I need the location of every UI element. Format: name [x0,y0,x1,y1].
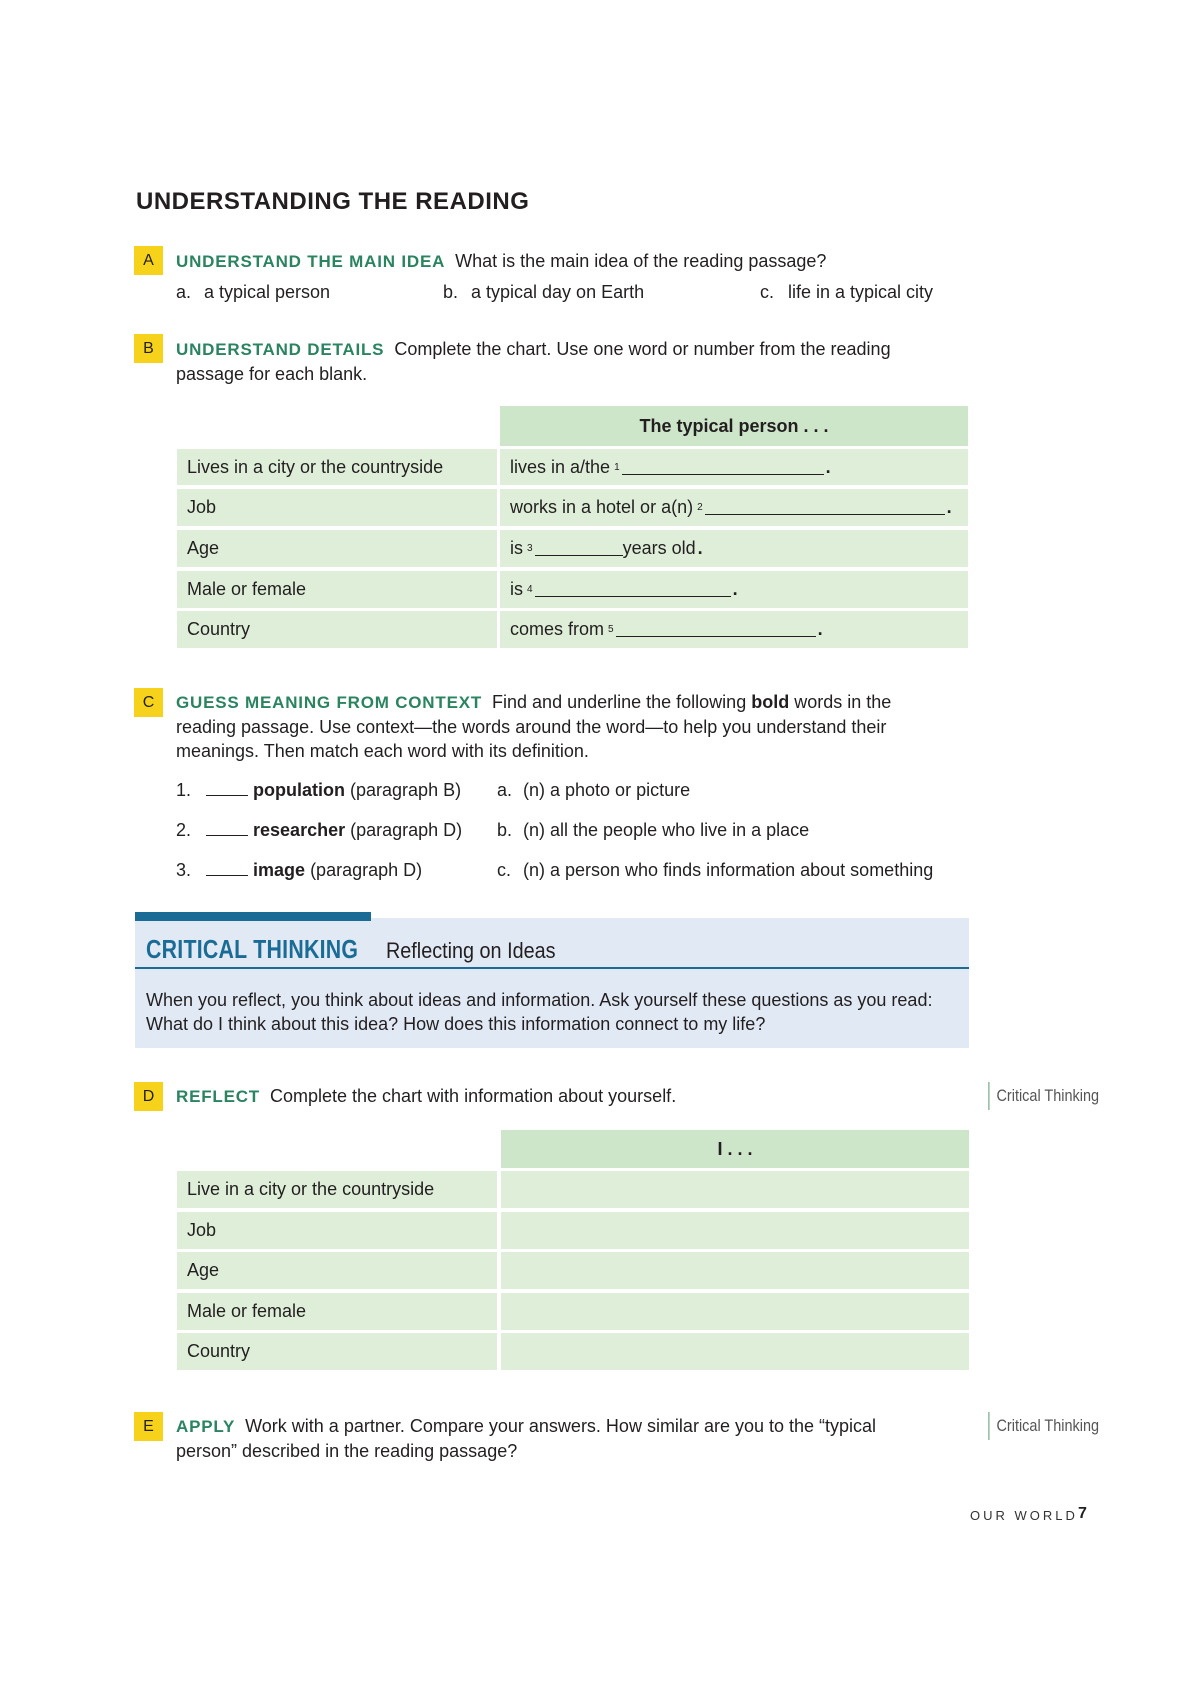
chart-b-row-label: Age [177,530,497,567]
task-b-badge: B [134,334,163,363]
chart-b-row-answer: comes from 5 . [500,611,968,648]
side-tag-critical-thinking: Critical Thinking [988,1412,1099,1440]
chart-b-row-answer: lives in a/the 1 . [500,449,968,485]
answer-blank-3[interactable] [535,541,623,556]
answer-blank-1[interactable] [622,460,824,475]
critical-thinking-title: CRITICAL THINKING [146,934,359,964]
task-c-label: GUESS MEANING FROM CONTEXT [176,693,483,712]
page-number: 7 [1078,1505,1087,1522]
task-a-badge: A [134,246,163,275]
critical-thinking-subtitle: Reflecting on Ideas [386,938,556,963]
task-e-label: APPLY [176,1417,236,1436]
footer-section: OUR WORLD [970,1508,1078,1523]
chart-b-row-answer: works in a hotel or a(n) 2 . [500,489,968,526]
chart-d-answer-cell[interactable] [501,1333,969,1370]
definition-c: c. (n) a person who finds information about something [497,860,934,880]
task-d-heading: REFLECT Complete the chart with information about yourself. [176,1086,677,1106]
definition-b: b. (n) all the people who live in a place [497,820,810,840]
chart-b-row-label: Country [177,611,497,648]
match-blank-3[interactable] [206,863,248,876]
chart-d-row-label: Live in a city or the countryside [177,1171,497,1208]
answer-blank-2[interactable] [705,500,945,515]
chart-d-row-label: Male or female [177,1293,497,1330]
task-e-badge: E [134,1412,163,1441]
answer-blank-5[interactable] [616,622,816,637]
chart-d-row-label: Age [177,1252,497,1289]
answer-blank-4[interactable] [535,582,731,597]
task-d-badge: D [134,1082,163,1111]
task-a-instruction: What is the main idea of the reading passage? [455,251,827,271]
task-c-badge: C [134,688,163,717]
task-e-heading: APPLY Work with a partner. Compare your answers. How similar are you to the “typical person” described in the reading passage? [176,1416,877,1461]
chart-d-answer-cell[interactable] [501,1252,969,1289]
definition-a: a. (n) a photo or picture [497,780,691,800]
option-a[interactable]: a. a typical person [176,282,331,302]
critical-thinking-divider [135,967,969,969]
task-d-label: REFLECT [176,1087,260,1106]
match-blank-1[interactable] [206,783,248,796]
task-b-label: UNDERSTAND DETAILS [176,340,385,359]
chart-d-answer-cell[interactable] [501,1212,969,1249]
match-item-1: 1. population (paragraph B) [176,780,462,800]
chart-b-row-label: Lives in a city or the countryside [177,449,497,485]
task-a-label: UNDERSTAND THE MAIN IDEA [176,252,446,271]
task-a-heading [176,249,826,274]
chart-d-answer-cell[interactable] [501,1171,969,1208]
chart-b-row-label: Job [177,489,497,526]
task-c-heading: GUESS MEANING FROM CONTEXT Find and underline the following bold words in the reading passage. Use context—the words around the word—to help you understand their meanings. Then match each word with its definition. [176,692,892,761]
option-c[interactable]: c. life in a typical city [760,282,934,302]
page-title: UNDERSTANDING THE READING [136,188,530,215]
option-b[interactable]: b. a typical day on Earth [443,282,645,302]
chart-d-row-label: Country [177,1333,497,1370]
chart-d-answer-cell[interactable] [501,1293,969,1330]
chart-d-header: I . . . [501,1130,969,1168]
side-tag-critical-thinking: Critical Thinking [988,1082,1099,1110]
critical-thinking-body: When you reflect, you think about ideas and information. Ask yourself these questions as you read: What do I think about this idea? How does this information connect to my life? [146,990,933,1034]
match-item-3: 3. image (paragraph D) [176,860,423,880]
chart-b-row-answer: is 3 years old . [500,530,968,567]
chart-b-header: The typical person . . . [500,406,968,446]
chart-b-row-label: Male or female [177,571,497,608]
match-item-2: 2. researcher (paragraph D) [176,820,463,840]
task-b-heading: UNDERSTAND DETAILS Complete the chart. Use one word or number from the reading passage for each blank. [176,339,891,384]
critical-thinking-accent-bar [135,912,371,921]
match-blank-2[interactable] [206,823,248,836]
chart-b-row-answer: is 4 . [500,571,968,608]
chart-d-row-label: Job [177,1212,497,1249]
